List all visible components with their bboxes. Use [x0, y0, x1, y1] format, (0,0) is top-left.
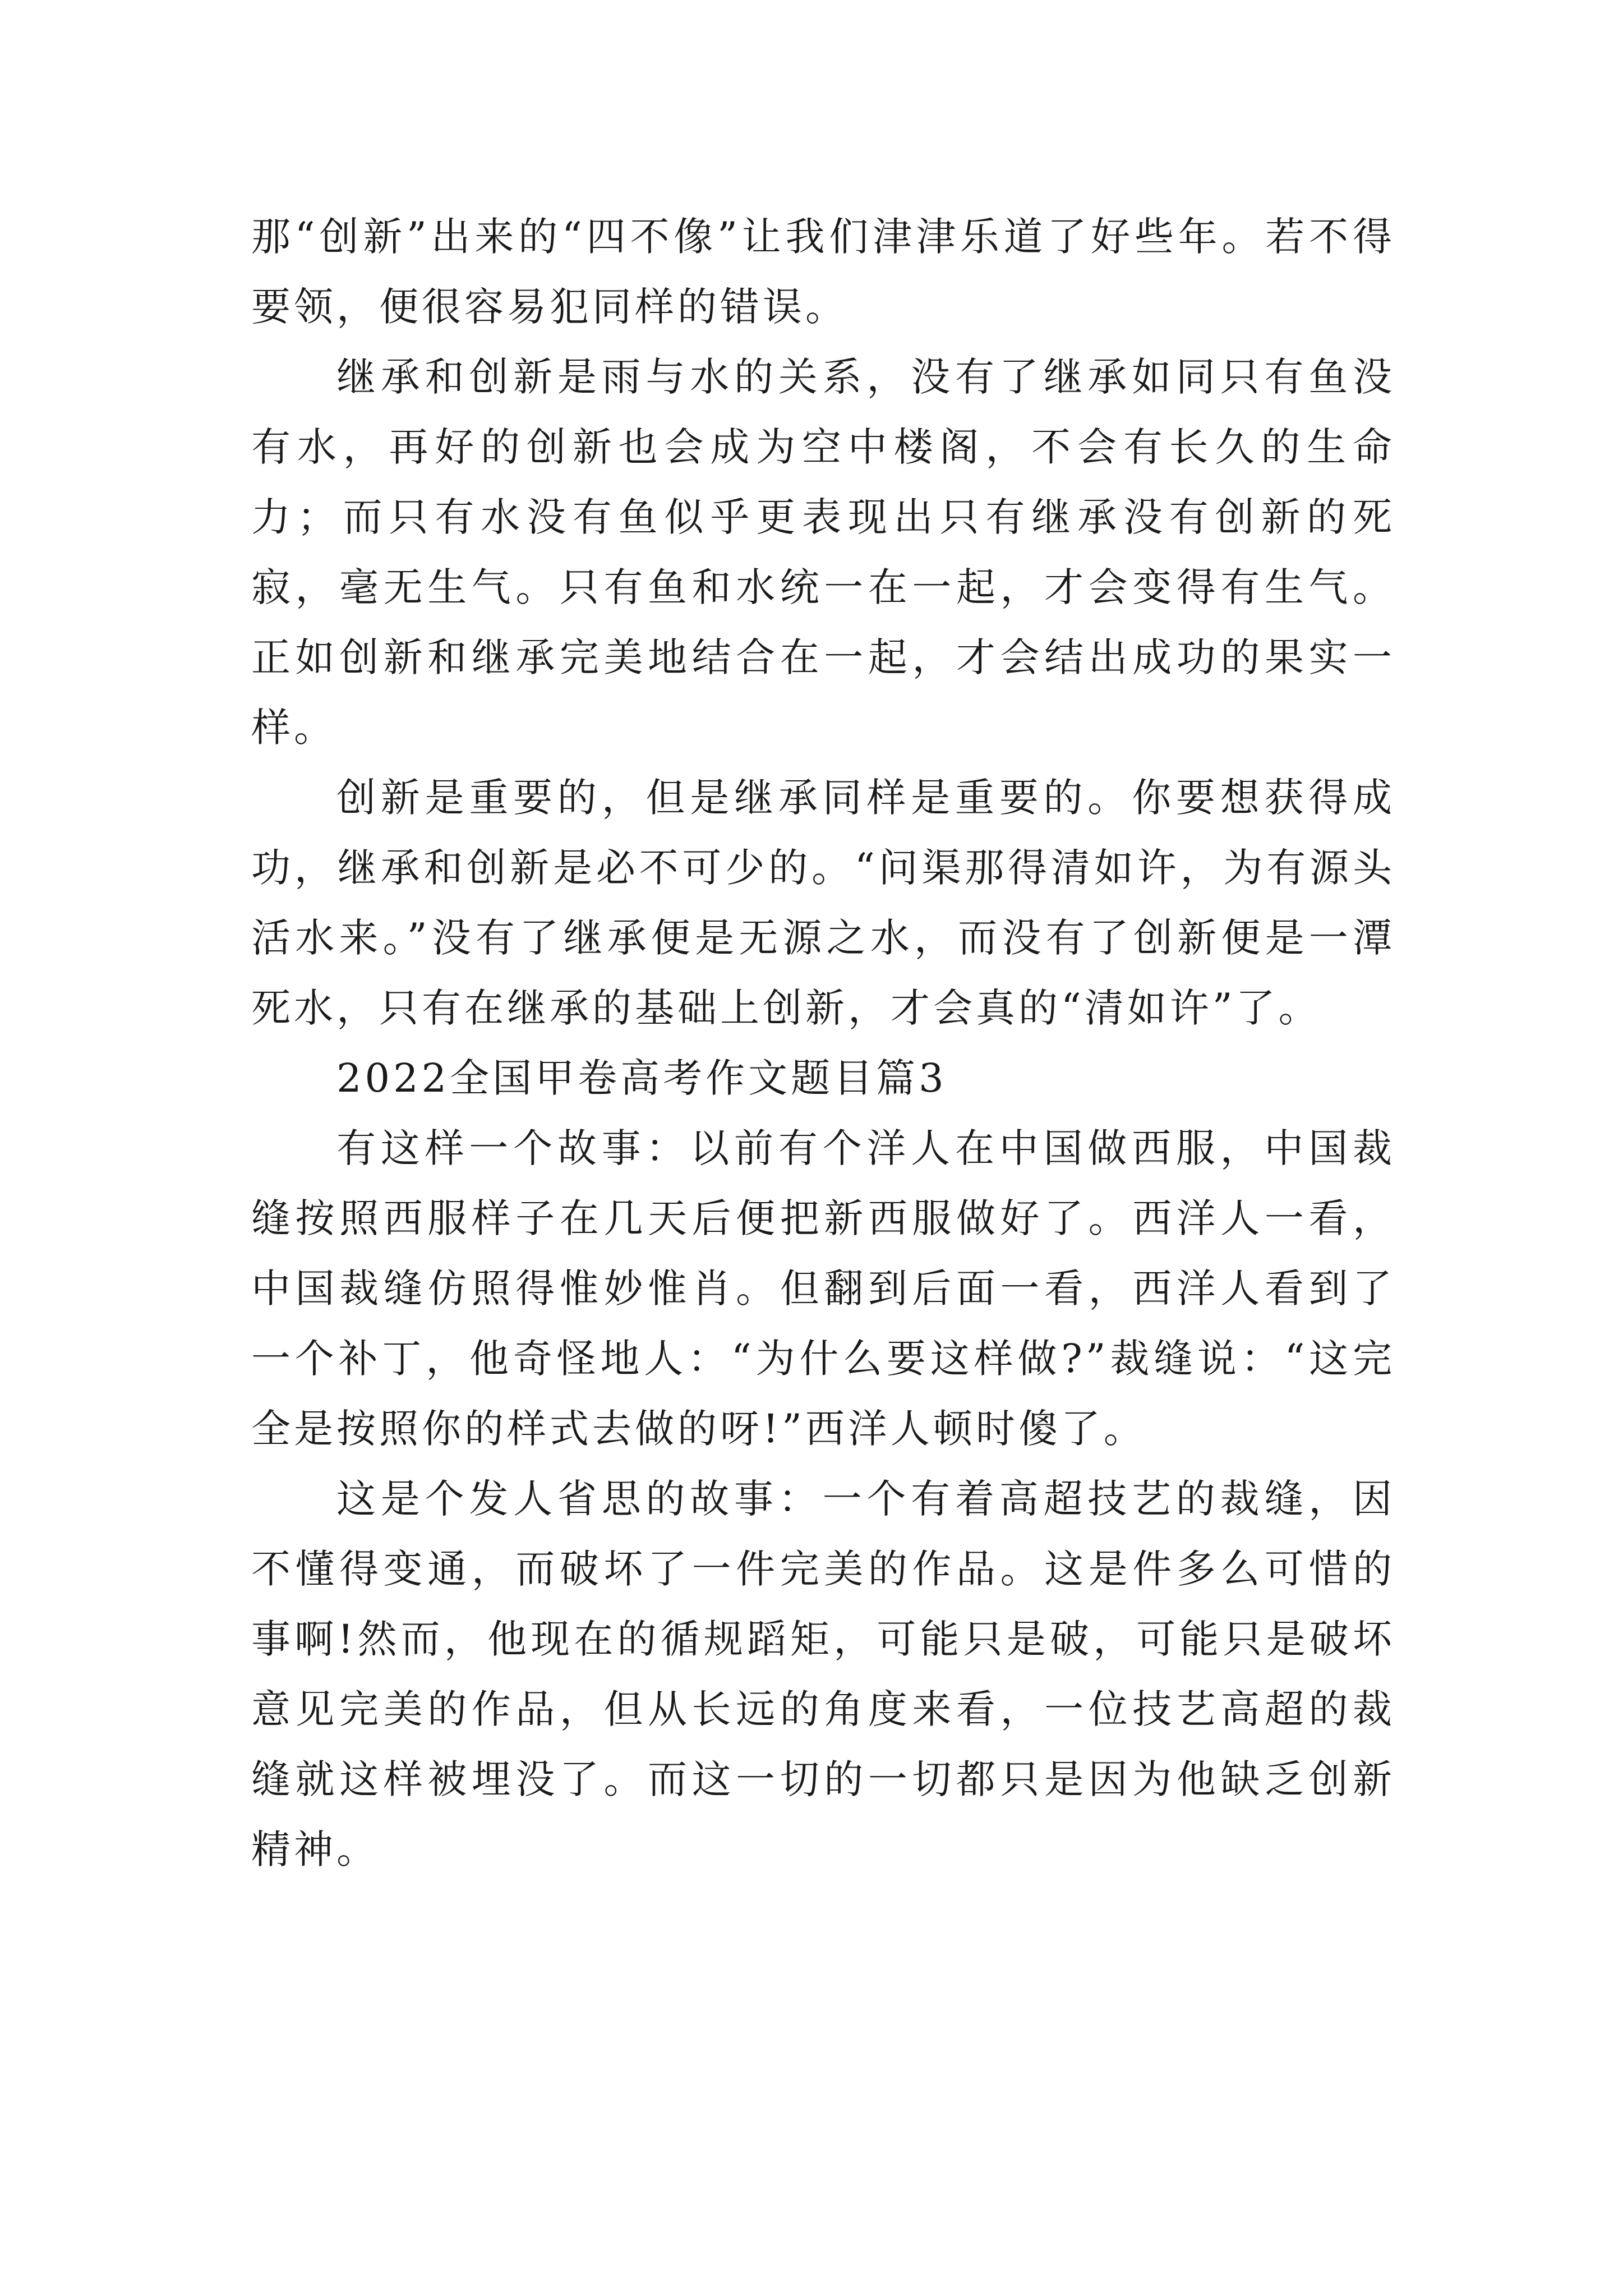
paragraph: 继承和创新是雨与水的关系，没有了继承如同只有鱼没有水，再好的创新也会成为空中楼阁，不会有长久的生命力；而只有水没有鱼似乎更表现出只有继承没有创新的死寂，毫无生气。只有鱼和水统一在一起，才会变得有生气。正如创新和继承完美地结合在一起，才会结出成功的果实一样。	[251, 354, 1395, 751]
document-body	[251, 202, 1395, 1885]
paragraph: 这是个发人省思的故事：一个有着高超技艺的裁缝，因不懂得变通，而破坏了一件完美的作品。这是件多么可惜的事啊!然而，他现在的循规蹈矩，可能只是破，可能只是破坏意见完美的作品，但从长远的角度来看，一位技艺高超的裁缝就这样被埋没了。而这一切的一切都只是因为他缺乏创新精神。	[251, 1476, 1395, 1872]
paragraph-continuation: 那“创新”出来的“四不像”让我们津津乐道了好些年。若不得要领，便很容易犯同样的错误。	[251, 214, 1395, 330]
paragraph: 创新是重要的，但是继承同样是重要的。你要想获得成功，继承和创新是必不可少的。“问渠那得清如许，为有源头活水来。”没有了继承便是无源之水，而没有了创新便是一潭死水，只有在继承的基础上创新，才会真的“清如许”了。	[251, 775, 1395, 1031]
paragraph: 有这样一个故事：以前有个洋人在中国做西服，中国裁缝按照西服样子在几天后便把新西服做好了。西洋人一看，中国裁缝仿照得惟妙惟肖。但翻到后面一看，西洋人看到了一个补丁，他奇怪地人：“为什么要这样做?”裁缝说：“这完全是按照你的样式去做的呀!”西洋人顿时傻了。	[251, 1125, 1395, 1452]
section-heading: 2022全国甲卷高考作文题目篇3	[336, 1055, 947, 1101]
